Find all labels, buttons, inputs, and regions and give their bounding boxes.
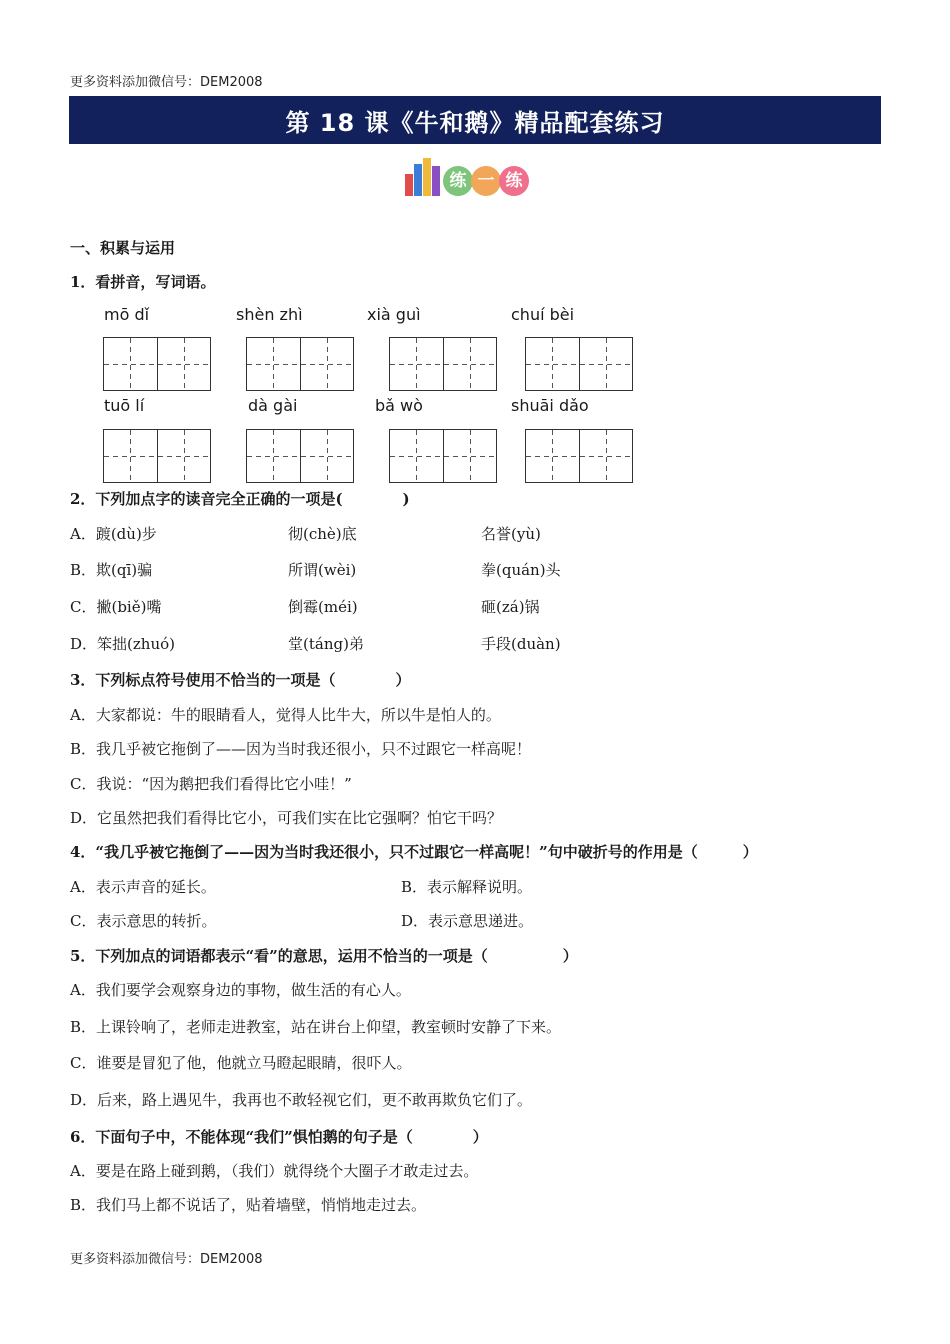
- question-1-stem: 1．看拼音，写词语。: [70, 273, 216, 291]
- pinyin-label: shuāi dǎo: [511, 396, 589, 415]
- writing-grid[interactable]: [246, 337, 354, 391]
- logo-circle-3: 练: [499, 166, 529, 196]
- writing-grid[interactable]: [103, 337, 211, 391]
- writing-grid[interactable]: [246, 429, 354, 483]
- q4-option-a: A．表示声音的延长。: [70, 878, 216, 896]
- building-icon: [432, 166, 440, 196]
- question-2-stem: 2．下列加点字的读音完全正确的一项是( ): [70, 490, 410, 508]
- building-icon: [423, 158, 431, 196]
- q6-option-a: A．要是在路上碰到鹅，（我们）就得绕个大圈子才敢走过去。: [70, 1162, 479, 1180]
- question-3-stem: 3．下列标点符号使用不恰当的一项是（ ）: [70, 671, 411, 689]
- q5-option-a: A．我们要学会观察身边的事物，做生活的有心人。: [70, 981, 411, 999]
- q2-option-d-2: 堂(táng)弟: [288, 635, 364, 653]
- q2-option-d-1: D．笨拙(zhuó): [70, 635, 175, 653]
- logo-circle-2: 一: [471, 166, 501, 196]
- pinyin-label: xià guì: [367, 305, 421, 324]
- building-icon: [405, 174, 413, 196]
- q4-option-d: D．表示意思递进。: [401, 912, 534, 930]
- pinyin-label: shèn zhì: [236, 305, 303, 324]
- writing-grid[interactable]: [389, 337, 497, 391]
- q2-option-a-3: 名誉(yù): [481, 525, 541, 543]
- writing-grid[interactable]: [525, 429, 633, 483]
- q3-option-b: B．我几乎被它拖倒了——因为当时我还很小，只不过跟它一样高呢！: [70, 740, 532, 758]
- question-6-stem: 6．下面句子中，不能体现“我们”惧怕鹅的句子是（ ）: [70, 1128, 488, 1146]
- practice-logo: [403, 156, 533, 198]
- q3-option-a: A．大家都说：牛的眼睛看人，觉得人比牛大，所以牛是怕人的。: [70, 706, 501, 724]
- page-title: 第 18 课《牛和鹅》精品配套练习: [69, 96, 881, 144]
- q4-option-b: B．表示解释说明。: [401, 878, 533, 896]
- building-icon: [414, 164, 422, 196]
- q3-option-c: C．我说：“因为鹅把我们看得比它小哇！”: [70, 775, 352, 793]
- q5-option-c: C．谁要是冒犯了他，他就立马瞪起眼睛，很吓人。: [70, 1054, 412, 1072]
- q3-option-d: D．它虽然把我们看得比它小，可我们实在比它强啊？怕它干吗？: [70, 809, 503, 827]
- section-heading: 一、积累与运用: [70, 239, 176, 257]
- pinyin-label: dà gài: [248, 396, 298, 415]
- pinyin-label: chuí bèi: [511, 305, 575, 324]
- pinyin-label: tuō lí: [104, 396, 145, 415]
- q2-option-c-1: C．撇(biě)嘴: [70, 598, 162, 616]
- header-note: 更多资料添加微信号：DEM2008: [70, 75, 263, 90]
- pinyin-label: mō dǐ: [104, 305, 150, 324]
- logo-circle-1: 练: [443, 166, 473, 196]
- q2-option-a-2: 彻(chè)底: [288, 525, 357, 543]
- writing-grid[interactable]: [389, 429, 497, 483]
- q2-option-a-1: A．踱(dù)步: [70, 525, 157, 543]
- q2-option-c-3: 砸(zá)锅: [481, 598, 540, 616]
- q5-option-d: D．后来，路上遇见牛，我再也不敢轻视它们，更不敢再欺负它们了。: [70, 1091, 533, 1109]
- writing-grid[interactable]: [103, 429, 211, 483]
- q6-option-b: B．我们马上都不说话了，贴着墙壁，悄悄地走过去。: [70, 1196, 427, 1214]
- q4-option-c: C．表示意思的转折。: [70, 912, 217, 930]
- question-4-stem: 4．“我几乎被它拖倒了——因为当时我还很小，只不过跟它一样高呢！”句中破折号的作用是（ ）: [70, 843, 758, 861]
- q5-option-b: B．上课铃响了，老师走进教室，站在讲台上仰望，教室顿时安静了下来。: [70, 1018, 562, 1036]
- q2-option-b-1: B．欺(qī)骗: [70, 561, 153, 579]
- q2-option-b-2: 所谓(wèi): [288, 561, 357, 579]
- footer-note: 更多资料添加微信号：DEM2008: [70, 1252, 263, 1267]
- pinyin-label: bǎ wò: [375, 396, 423, 415]
- q2-option-c-2: 倒霉(méi): [288, 598, 358, 616]
- q2-option-b-3: 拳(quán)头: [481, 561, 561, 579]
- question-5-stem: 5．下列加点的词语都表示“看”的意思，运用不恰当的一项是（ ）: [70, 947, 578, 965]
- q2-option-d-3: 手段(duàn): [481, 635, 561, 653]
- writing-grid[interactable]: [525, 337, 633, 391]
